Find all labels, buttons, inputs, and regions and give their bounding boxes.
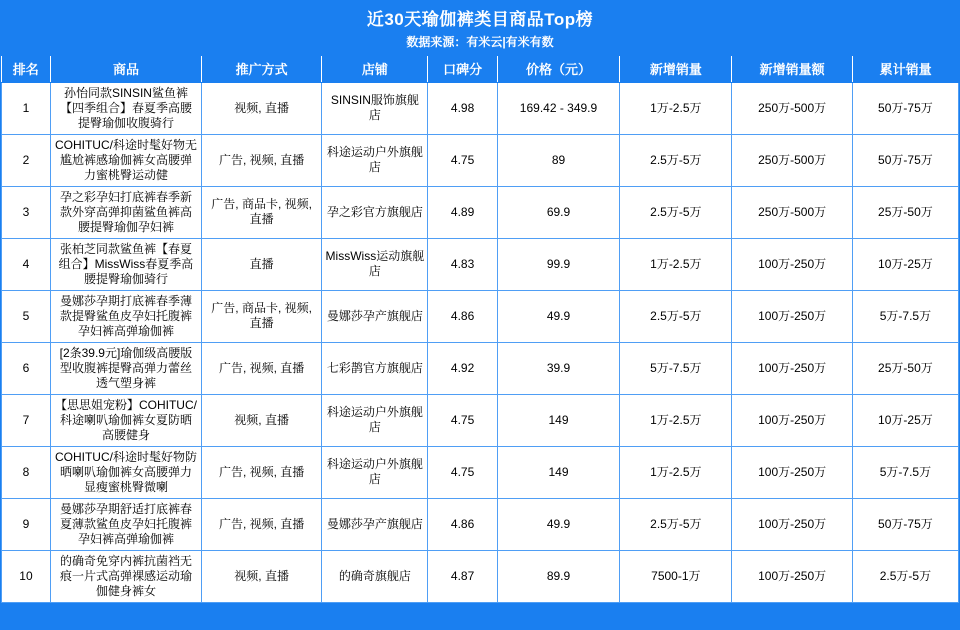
page-title: 近30天瑜伽裤类目商品Top榜 xyxy=(366,10,594,29)
cell-rank: 1 xyxy=(2,82,51,134)
cell-new-amount: 100万-250万 xyxy=(732,550,852,602)
cell-shop: 科途运动户外旗舰店 xyxy=(322,446,428,498)
cell-new-amount: 100万-250万 xyxy=(732,446,852,498)
cell-score: 4.75 xyxy=(428,394,497,446)
cell-new-sales: 2.5万-5万 xyxy=(620,290,732,342)
table-row xyxy=(2,498,959,550)
cell-price: 49.9 xyxy=(497,498,619,550)
cell-price: 89.9 xyxy=(497,550,619,602)
cell-shop: MissWiss运动旗舰店 xyxy=(322,238,428,290)
cell-promotion: 广告, 视频, 直播 xyxy=(201,342,321,394)
cell-price: 89 xyxy=(497,134,619,186)
table-row xyxy=(2,550,959,602)
cell-product: COHITUC/科途时髦好物无尴尬裤感瑜伽裤女高腰弹力蜜桃臀运动健 xyxy=(50,134,201,186)
cell-rank: 7 xyxy=(2,394,51,446)
cell-shop: 曼娜莎孕产旗舰店 xyxy=(322,498,428,550)
table-row xyxy=(2,342,959,394)
cell-rank: 2 xyxy=(2,134,51,186)
cell-total-sales: 5万-7.5万 xyxy=(852,446,958,498)
cell-total-sales: 10万-25万 xyxy=(852,394,958,446)
table-row xyxy=(2,446,959,498)
column-header-rank: 排名 xyxy=(2,56,51,82)
cell-score: 4.86 xyxy=(428,498,497,550)
cell-new-amount: 100万-250万 xyxy=(732,498,852,550)
cell-new-sales: 2.5万-5万 xyxy=(620,498,732,550)
column-header-shop: 店铺 xyxy=(322,56,428,82)
cell-new-sales: 1万-2.5万 xyxy=(620,82,732,134)
cell-score: 4.83 xyxy=(428,238,497,290)
cell-product: 【思思姐宠粉】COHITUC/科途喇叭瑜伽裤女夏防晒高腰健身 xyxy=(50,394,201,446)
cell-price: 39.9 xyxy=(497,342,619,394)
table-row xyxy=(2,134,959,186)
cell-score: 4.89 xyxy=(428,186,497,238)
report-header xyxy=(0,0,960,56)
cell-product: 曼娜莎孕期打底裤春季薄款提臀鲨鱼皮孕妇托腹裤孕妇裤高弹瑜伽裤 xyxy=(50,290,201,342)
cell-new-sales: 1万-2.5万 xyxy=(620,394,732,446)
cell-rank: 5 xyxy=(2,290,51,342)
cell-new-amount: 100万-250万 xyxy=(732,342,852,394)
table-row xyxy=(2,290,959,342)
cell-new-amount: 250万-500万 xyxy=(732,134,852,186)
cell-score: 4.75 xyxy=(428,134,497,186)
cell-price: 149 xyxy=(497,394,619,446)
cell-price: 69.9 xyxy=(497,186,619,238)
cell-promotion: 广告, 商品卡, 视频, 直播 xyxy=(201,186,321,238)
cell-new-amount: 250万-500万 xyxy=(732,82,852,134)
cell-score: 4.92 xyxy=(428,342,497,394)
cell-total-sales: 25万-50万 xyxy=(852,342,958,394)
cell-promotion: 视频, 直播 xyxy=(201,82,321,134)
cell-total-sales: 2.5万-5万 xyxy=(852,550,958,602)
table-row xyxy=(2,394,959,446)
cell-score: 4.98 xyxy=(428,82,497,134)
cell-product: COHITUC/科途时髦好物防晒喇叭瑜伽裤女高腰弹力显瘦蜜桃臀微喇 xyxy=(50,446,201,498)
cell-total-sales: 10万-25万 xyxy=(852,238,958,290)
cell-shop: 孕之彩官方旗舰店 xyxy=(322,186,428,238)
cell-promotion: 直播 xyxy=(201,238,321,290)
column-header-product: 商品 xyxy=(50,56,201,82)
cell-new-sales: 7500-1万 xyxy=(620,550,732,602)
cell-price: 49.9 xyxy=(497,290,619,342)
cell-shop: 科途运动户外旗舰店 xyxy=(322,394,428,446)
cell-promotion: 广告, 视频, 直播 xyxy=(201,446,321,498)
cell-price: 149 xyxy=(497,446,619,498)
cell-product: 曼娜莎孕期舒适打底裤春夏薄款鲨鱼皮孕妇托腹裤孕妇裤高弹瑜伽裤 xyxy=(50,498,201,550)
cell-rank: 3 xyxy=(2,186,51,238)
table-row xyxy=(2,238,959,290)
cell-new-amount: 100万-250万 xyxy=(732,394,852,446)
cell-rank: 6 xyxy=(2,342,51,394)
cell-product: 孕之彩孕妇打底裤春季新款外穿高弹抑菌鲨鱼裤高腰提臀瑜伽孕妇裤 xyxy=(50,186,201,238)
cell-new-sales: 5万-7.5万 xyxy=(620,342,732,394)
cell-new-sales: 1万-2.5万 xyxy=(620,238,732,290)
column-header-new-amount: 新增销量额 xyxy=(732,56,852,82)
cell-price: 169.42 - 349.9 xyxy=(497,82,619,134)
cell-shop: 的确奇旗舰店 xyxy=(322,550,428,602)
cell-new-sales: 2.5万-5万 xyxy=(620,186,732,238)
column-header-new-sales: 新增销量 xyxy=(620,56,732,82)
cell-new-amount: 250万-500万 xyxy=(732,186,852,238)
table-row xyxy=(2,82,959,134)
cell-score: 4.86 xyxy=(428,290,497,342)
data-source-subtitle: 数据来源：有米云|有米有数 xyxy=(406,35,554,49)
cell-promotion: 广告, 视频, 直播 xyxy=(201,498,321,550)
cell-total-sales: 50万-75万 xyxy=(852,498,958,550)
cell-total-sales: 50万-75万 xyxy=(852,82,958,134)
cell-promotion: 广告, 视频, 直播 xyxy=(201,134,321,186)
cell-total-sales: 25万-50万 xyxy=(852,186,958,238)
cell-new-sales: 1万-2.5万 xyxy=(620,446,732,498)
cell-product: 孙怡同款SINSIN鲨鱼裤【四季组合】春夏季高腰提臀瑜伽收腹骑行 xyxy=(50,82,201,134)
cell-shop: SINSIN服饰旗舰店 xyxy=(322,82,428,134)
cell-promotion: 视频, 直播 xyxy=(201,394,321,446)
cell-product: [2条39.9元]瑜伽级高腰版型收腹裤提臀高弹力蕾丝透气塑身裤 xyxy=(50,342,201,394)
cell-total-sales: 5万-7.5万 xyxy=(852,290,958,342)
cell-shop: 七彩鹊官方旗舰店 xyxy=(322,342,428,394)
cell-promotion: 视频, 直播 xyxy=(201,550,321,602)
column-header-score: 口碑分 xyxy=(428,56,497,82)
column-header-promotion: 推广方式 xyxy=(201,56,321,82)
cell-product: 的确奇免穿内裤抗菌裆无痕一片式高弹裸感运动瑜伽健身裤女 xyxy=(50,550,201,602)
ranking-table xyxy=(1,56,959,603)
cell-rank: 10 xyxy=(2,550,51,602)
column-header-total-sales: 累计销量 xyxy=(852,56,958,82)
cell-new-amount: 100万-250万 xyxy=(732,290,852,342)
table-row xyxy=(2,186,959,238)
cell-score: 4.75 xyxy=(428,446,497,498)
cell-rank: 4 xyxy=(2,238,51,290)
ranking-table-container xyxy=(0,56,960,603)
cell-shop: 曼娜莎孕产旗舰店 xyxy=(322,290,428,342)
cell-new-amount: 100万-250万 xyxy=(732,238,852,290)
cell-rank: 9 xyxy=(2,498,51,550)
cell-rank: 8 xyxy=(2,446,51,498)
cell-promotion: 广告, 商品卡, 视频, 直播 xyxy=(201,290,321,342)
table-header-row xyxy=(2,56,959,82)
cell-score: 4.87 xyxy=(428,550,497,602)
cell-new-sales: 2.5万-5万 xyxy=(620,134,732,186)
cell-product: 张柏芝同款鲨鱼裤【春夏组合】MissWiss春夏季高腰提臀瑜伽骑行 xyxy=(50,238,201,290)
cell-price: 99.9 xyxy=(497,238,619,290)
column-header-price: 价格（元） xyxy=(497,56,619,82)
cell-shop: 科途运动户外旗舰店 xyxy=(322,134,428,186)
cell-total-sales: 50万-75万 xyxy=(852,134,958,186)
